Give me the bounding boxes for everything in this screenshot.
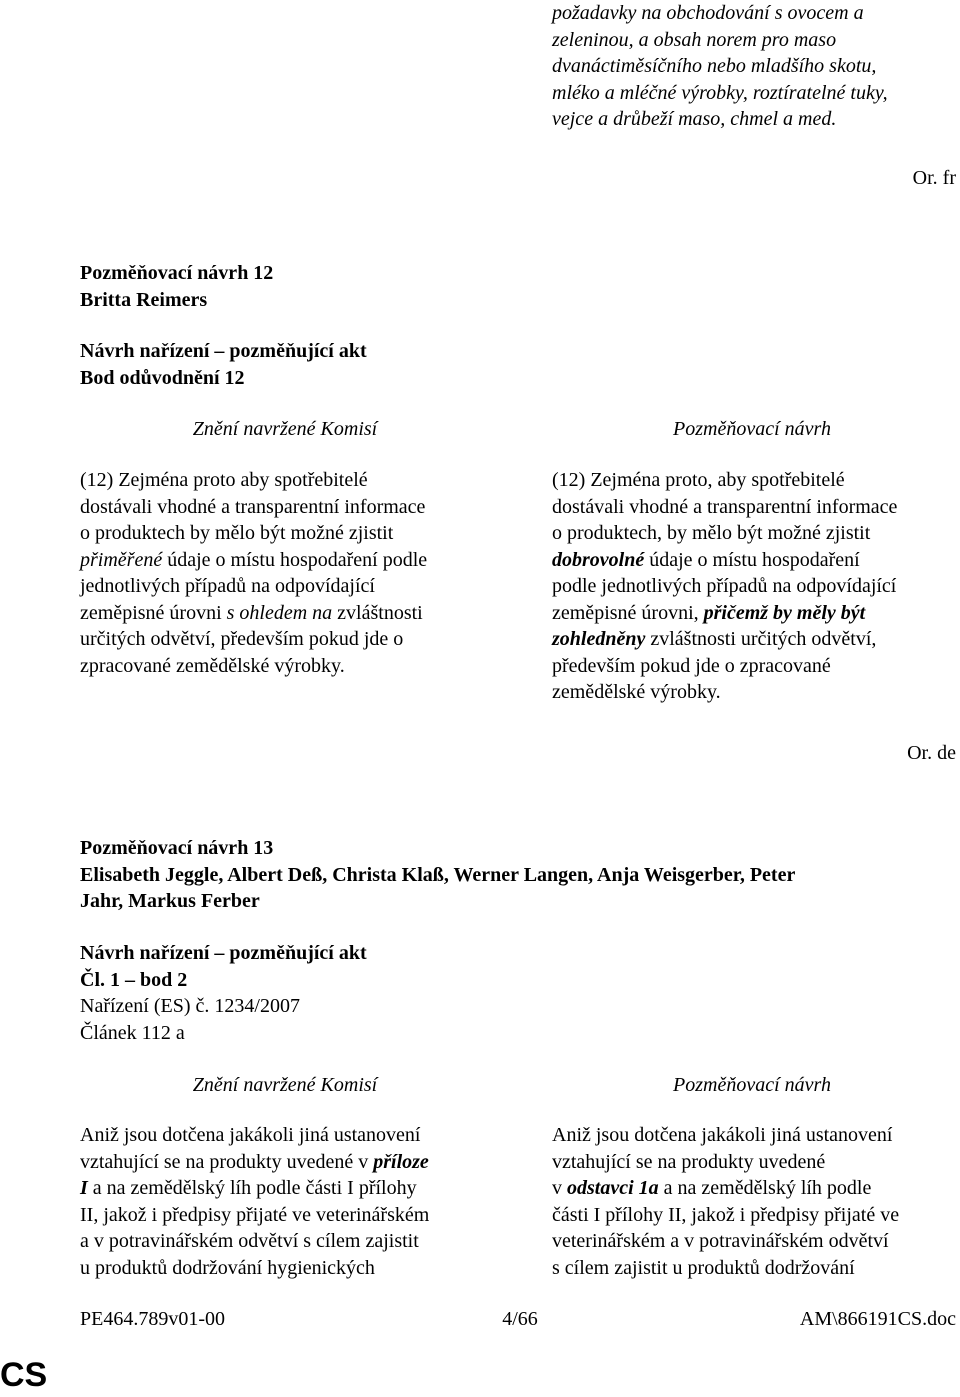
text-line: (12) Zejména proto aby spotřebitelé <box>80 469 368 491</box>
article-label: Článek 112 a <box>80 1021 185 1044</box>
column-header-amendment: Pozměňovací návrh <box>673 1074 831 1096</box>
amendment-12-target <box>80 338 940 391</box>
regulation-label: Nařízení (ES) č. 1234/2007 <box>80 995 300 1017</box>
column-header-commission: Znění navržené Komisí <box>192 1074 378 1096</box>
text-line: zeměpisné úrovni s ohledem na zvláštnosti <box>80 601 423 624</box>
text-line: dostávali vhodné a transparentní informace <box>80 495 426 518</box>
text-line: zeleninou, a obsah norem pro maso <box>552 28 837 51</box>
text-line: dvanáctiměsíčního nebo mladšího skotu, <box>552 55 877 77</box>
text-line: dostávali vhodné a transparentní informace <box>552 495 898 518</box>
text-line: Aniž jsou dotčena jakákoli jiná ustanovení <box>552 1124 893 1146</box>
column-header-amendment: Pozměňovací návrh <box>673 418 831 440</box>
amendment-authors-line2: Jahr, Markus Ferber <box>80 890 260 912</box>
text-line: o produktech, by mělo být možné zjistit <box>552 522 871 544</box>
text-line: podle jednotlivých případů na odpovídající <box>552 575 897 597</box>
text-line: vztahující se na produkty uvedené <box>552 1150 826 1173</box>
text-line: u produktů dodržování hygienických <box>80 1256 375 1279</box>
text-line: a v potravinářském odvětví s cílem zajistit <box>80 1230 419 1252</box>
amendment-title: Pozměňovací návrh 12 <box>80 262 274 284</box>
amendment-12-header <box>80 260 940 313</box>
column-header-commission: Znění navržené Komisí <box>192 418 378 440</box>
target-label: Čl. 1 – bod 2 <box>80 968 188 991</box>
footer-doc-ref: PE464.789v01-00 <box>80 1308 225 1330</box>
text-line: v odstavci 1a a na zemědělský líh podle <box>552 1177 872 1199</box>
text-line: vejce a drůbeží maso, chmel a med. <box>552 108 837 130</box>
proposal-label: Návrh nařízení – pozměňující akt <box>80 942 367 964</box>
text-line: především pokud jde o zpracované <box>552 654 831 677</box>
commission-text-12 <box>80 467 490 679</box>
text-line: (12) Zejména proto, aby spotřebitelé <box>552 469 845 491</box>
amendment-authors-line1: Elisabeth Jeggle, Albert Deß, Christa Klaß, Werner Langen, Anja Weisgerber, Peter <box>80 863 796 886</box>
amendment-13-header <box>80 835 950 915</box>
footer-file-name: AM\866191CS.doc <box>799 1308 956 1330</box>
text-line: dobrovolné údaje o místu hospodaření <box>552 548 860 571</box>
amendment-13-target <box>80 940 940 1046</box>
text-line: s cílem zajistit u produktů dodržování <box>552 1256 855 1279</box>
text-line: mléko a mléčné výrobky, roztíratelné tuky, <box>552 81 888 104</box>
text-line: požadavky na obchodování s ovocem a <box>552 2 864 24</box>
text-line: zeměpisné úrovni, přičemž by měly být <box>552 601 866 624</box>
footer-language-code: CS <box>0 1356 48 1394</box>
amendment-text-13 <box>552 1122 957 1281</box>
target-label: Bod odůvodnění 12 <box>80 366 245 389</box>
text-line: vztahující se na produkty uvedené v příloze <box>80 1150 429 1173</box>
text-line: zemědělské výrobky. <box>552 681 721 703</box>
amendment-title: Pozměňovací návrh 13 <box>80 837 274 859</box>
origin-language: Or. fr <box>912 167 956 189</box>
text-line: zpracované zemědělské výrobky. <box>80 654 345 677</box>
proposal-label: Návrh nařízení – pozměňující akt <box>80 340 367 362</box>
text-line: jednotlivých případů na odpovídající <box>80 575 375 597</box>
commission-text-13 <box>80 1122 490 1281</box>
text-line: části I přílohy II, jakož i předpisy přijaté ve <box>552 1203 900 1226</box>
text-line: o produktech by mělo být možné zjistit <box>80 522 394 544</box>
text-line: zohledněny zvláštnosti určitých odvětví, <box>552 628 877 650</box>
text-line: určitých odvětví, především pokud jde o <box>80 628 404 650</box>
text-line: II, jakož i předpisy přijaté ve veterinářském <box>80 1203 430 1226</box>
text-line: I a na zemědělský líh podle části I přílohy <box>80 1177 417 1199</box>
amendment-text-12 <box>552 467 957 706</box>
text-line: Aniž jsou dotčena jakákoli jiná ustanovení <box>80 1124 421 1146</box>
text-line: veterinářském a v potravinářském odvětví <box>552 1230 889 1252</box>
footer-page-number: 4/66 <box>502 1308 538 1330</box>
top-continuation <box>552 0 952 133</box>
text-line: přiměřené údaje o místu hospodaření podle <box>80 548 428 571</box>
amendment-author: Britta Reimers <box>80 288 208 311</box>
origin-language: Or. de <box>907 742 956 764</box>
